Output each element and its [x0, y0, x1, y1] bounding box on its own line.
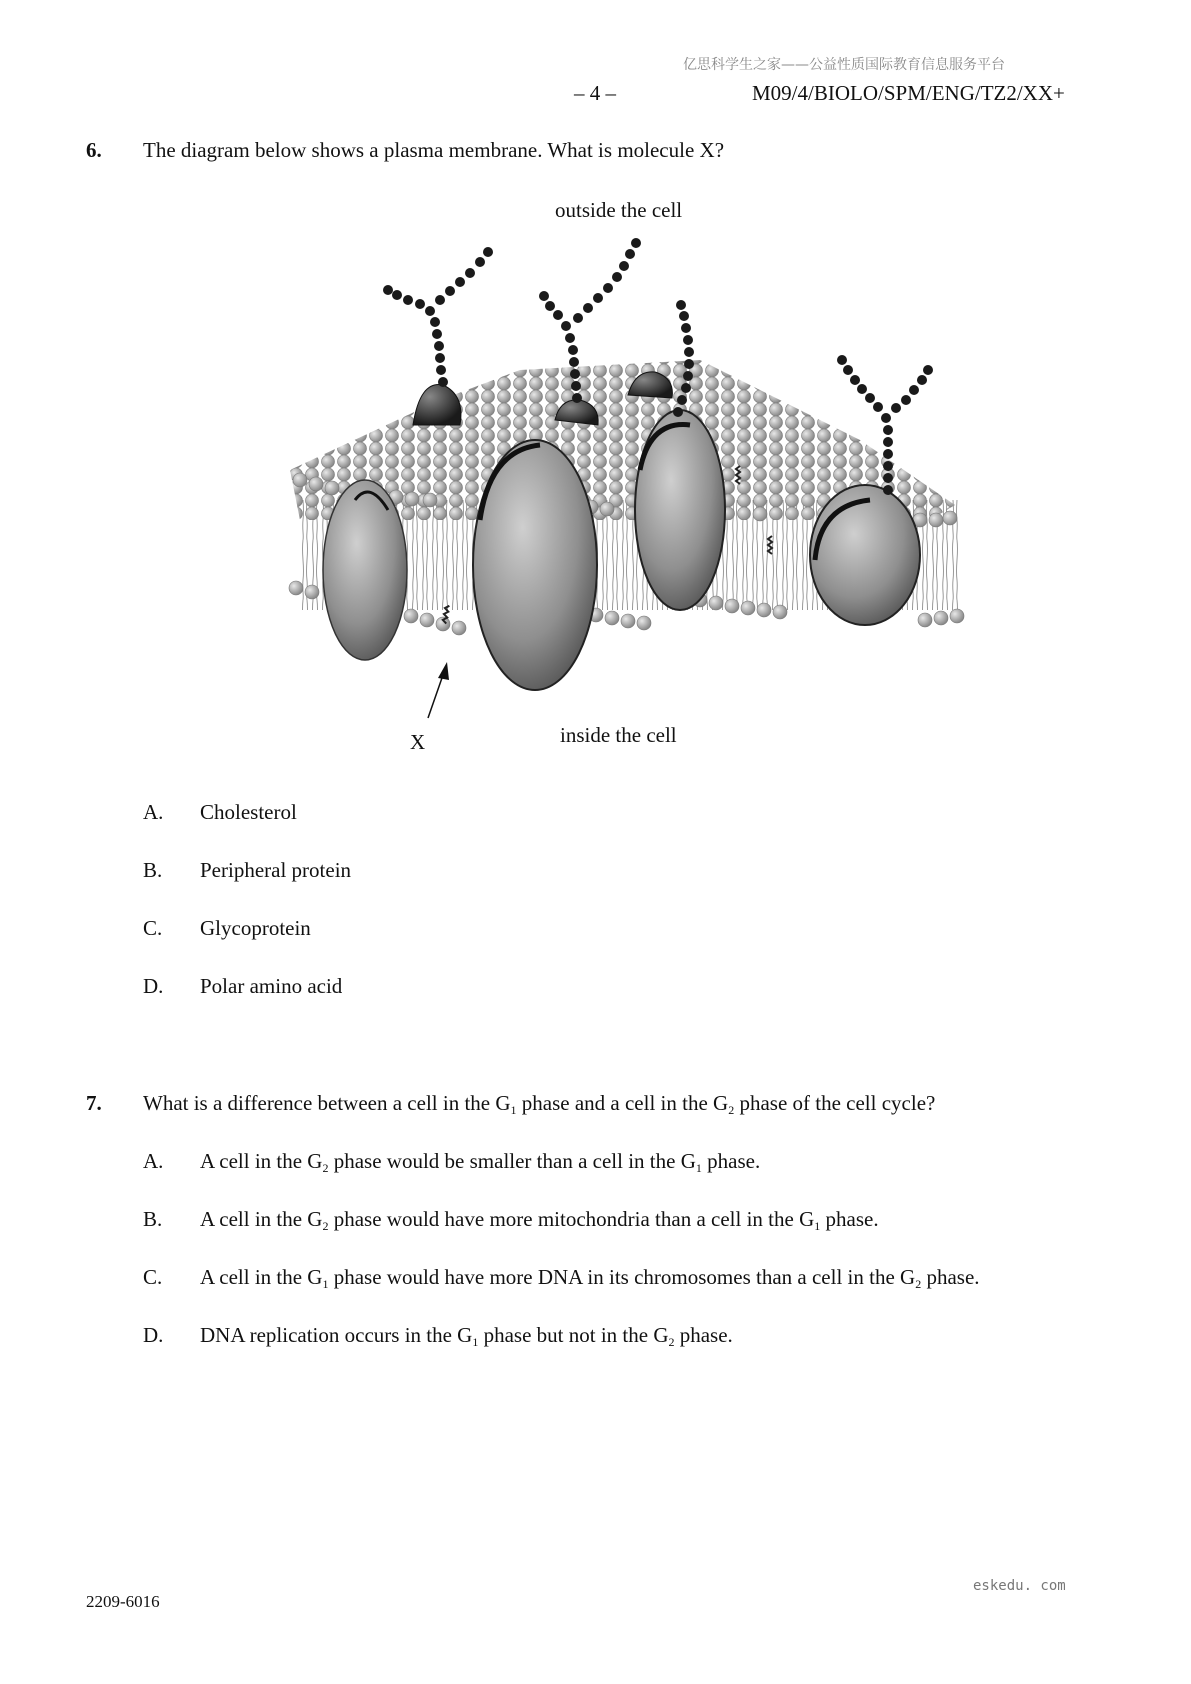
- q7-option-b-text: A cell in the $G_2$ phase would have more mitochondria than a cell in the $G_1$ phase.: [200, 1207, 879, 1233]
- q6-option-c-letter: C.: [143, 916, 163, 940]
- integral-protein-center: [473, 440, 597, 690]
- q7-option-d-text: DNA replication occurs in the $G_1$ phase but not in the $G_2$ phase.: [200, 1323, 733, 1349]
- q7-option-a-letter: A.: [143, 1149, 164, 1173]
- q6-option-d-letter: D.: [143, 974, 164, 998]
- question-7-number: 7.: [86, 1091, 102, 1115]
- q7-option-b-letter: B.: [143, 1207, 163, 1231]
- label-x: X: [410, 730, 426, 754]
- q6-option-c-text: Glycoprotein: [200, 916, 311, 940]
- q6-option-d-text: Polar amino acid: [200, 974, 343, 998]
- q6-option-b-letter: B.: [143, 858, 163, 882]
- q6-option-a-text: Cholesterol: [200, 800, 297, 824]
- plasma-membrane-diagram: [0, 0, 1191, 760]
- question-7-text: What is a difference between a cell in the $G_1$ phase and a cell in the $G_2$ phase of the cell cycle?: [143, 1091, 936, 1117]
- x-pointer-arrow: [428, 662, 449, 718]
- integral-protein-left: [323, 480, 407, 660]
- question-6-text: The diagram below shows a plasma membrane. What is molecule X?: [143, 138, 725, 162]
- label-inside-cell: inside the cell: [560, 723, 677, 747]
- integral-protein-right: [635, 410, 725, 610]
- integral-protein-far-right: [810, 485, 920, 625]
- q7-option-c-letter: C.: [143, 1265, 163, 1289]
- paper-code: M09/4/BIOLO/SPM/ENG/TZ2/XX+: [752, 81, 1065, 105]
- watermark-text: 亿思科学生之家——公益性质国际教育信息服务平台: [683, 57, 1005, 73]
- page-number: – 4 –: [574, 81, 616, 105]
- label-outside-cell: outside the cell: [555, 198, 683, 222]
- q7-option-d-letter: D.: [143, 1323, 164, 1347]
- q7-option-a-text: A cell in the $G_2$ phase would be smaller than a cell in the $G_1$ phase.: [200, 1149, 761, 1175]
- q6-option-b-text: Peripheral protein: [200, 858, 352, 882]
- q6-option-a-letter: A.: [143, 800, 164, 824]
- footer-site: eskedu. com: [973, 1578, 1066, 1594]
- question-6-number: 6.: [86, 138, 102, 162]
- footer-code: 2209-6016: [86, 1592, 160, 1611]
- q7-option-c-text: A cell in the $G_1$ phase would have more DNA in its chromosomes than a cell in the $G_2$ phase.: [200, 1265, 980, 1291]
